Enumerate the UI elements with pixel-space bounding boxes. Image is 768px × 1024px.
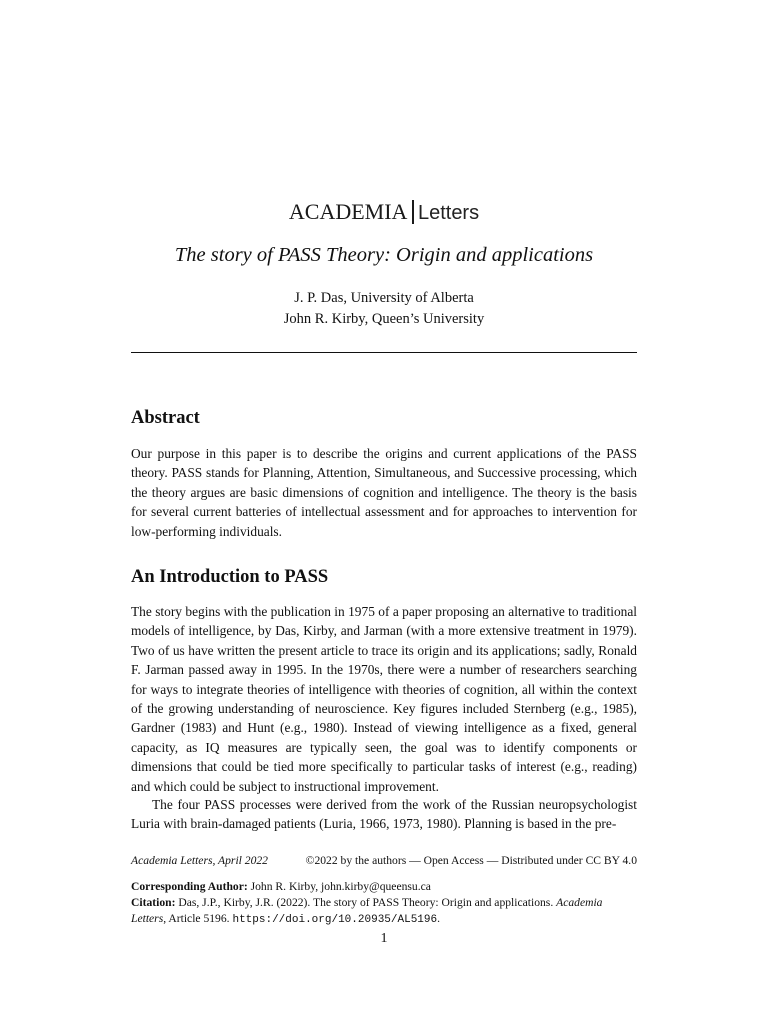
abstract-heading: Abstract bbox=[131, 408, 200, 428]
author-list bbox=[0, 288, 768, 330]
footer-license: ©2022 by the authors — Open Access — Distributed under CC BY 4.0 bbox=[305, 854, 637, 867]
author-2: John R. Kirby, Queen’s University bbox=[283, 311, 485, 327]
author-1: J. P. Das, University of Alberta bbox=[294, 290, 474, 306]
journal-masthead bbox=[0, 198, 768, 227]
citation bbox=[131, 895, 637, 928]
journal-series: Letters bbox=[417, 202, 480, 224]
citation-end: . bbox=[437, 912, 441, 925]
abstract-text: Our purpose in this paper is to describe the origins and current applications of the PASS theory. PASS stands for Planning, Attention, Simultaneous, and Successive processing, which the theory argues are basic dimensions of cognition and intelligence. The theory is the basis for several current batteries of intellectual assessment and for approaches to intervention for low-performing individuals. bbox=[131, 446, 637, 539]
intro-heading: An Introduction to PASS bbox=[131, 567, 329, 587]
masthead-separator bbox=[412, 200, 414, 224]
footer-journal-line bbox=[131, 853, 637, 868]
citation-text: Das, J.P., Kirby, J.R. (2022). The story of PASS Theory: Origin and applications. bbox=[178, 896, 554, 909]
citation-article: , Article 5196. bbox=[163, 912, 230, 925]
citation-doi-link[interactable]: https://doi.org/10.20935/AL5196 bbox=[232, 914, 438, 926]
intro-paragraph-1: The story begins with the publication in 1975 of a paper proposing an alternative to traditional models of intelligence, by Das, Kirby, and Jarman (with a more extensive treatment in 1979). Two of us have written the present article to trace its origin and its applications; sadly, Ronald F. Jarman passed away in 1995. In the 1970s, there were a number of researchers searching for ways to integrate theories of intelligence with theories of cognition, all within the context of the growing understanding of neuroscience. Key figures included Sternberg (e.g., 1985), Gardner (1983) and Hunt (e.g., 1980). Instead of viewing intelligence as a fixed, general capacity, as IQ measures are typically seen, the goal was to identify components or dimensions that could be tied more specifically to particular tasks of interest (e.g., reading) and which could be subject to instructional improvement. bbox=[131, 604, 637, 794]
citation-label: Citation: bbox=[131, 896, 176, 909]
paper-title: The story of PASS Theory: Origin and applications bbox=[174, 244, 594, 266]
footer-metadata bbox=[131, 879, 637, 928]
intro-paragraph-2: The four PASS processes were derived from the work of the Russian neuropsychologist Luria with brain-damaged patients (Luria, 1966, 1973, 1980). Planning is based in the pre- bbox=[131, 797, 637, 832]
page-number: 1 bbox=[380, 931, 388, 946]
citation-journal: Academia Letters bbox=[131, 896, 603, 925]
corresponding-author-value: John R. Kirby, john.kirby@queensu.ca bbox=[250, 880, 431, 893]
title-rule bbox=[131, 352, 637, 353]
journal-brand: ACADEMIA bbox=[288, 199, 408, 224]
corresponding-author-label: Corresponding Author: bbox=[131, 880, 248, 893]
corresponding-author bbox=[131, 879, 637, 895]
footer-journal-date: Academia Letters, April 2022 bbox=[131, 854, 268, 867]
